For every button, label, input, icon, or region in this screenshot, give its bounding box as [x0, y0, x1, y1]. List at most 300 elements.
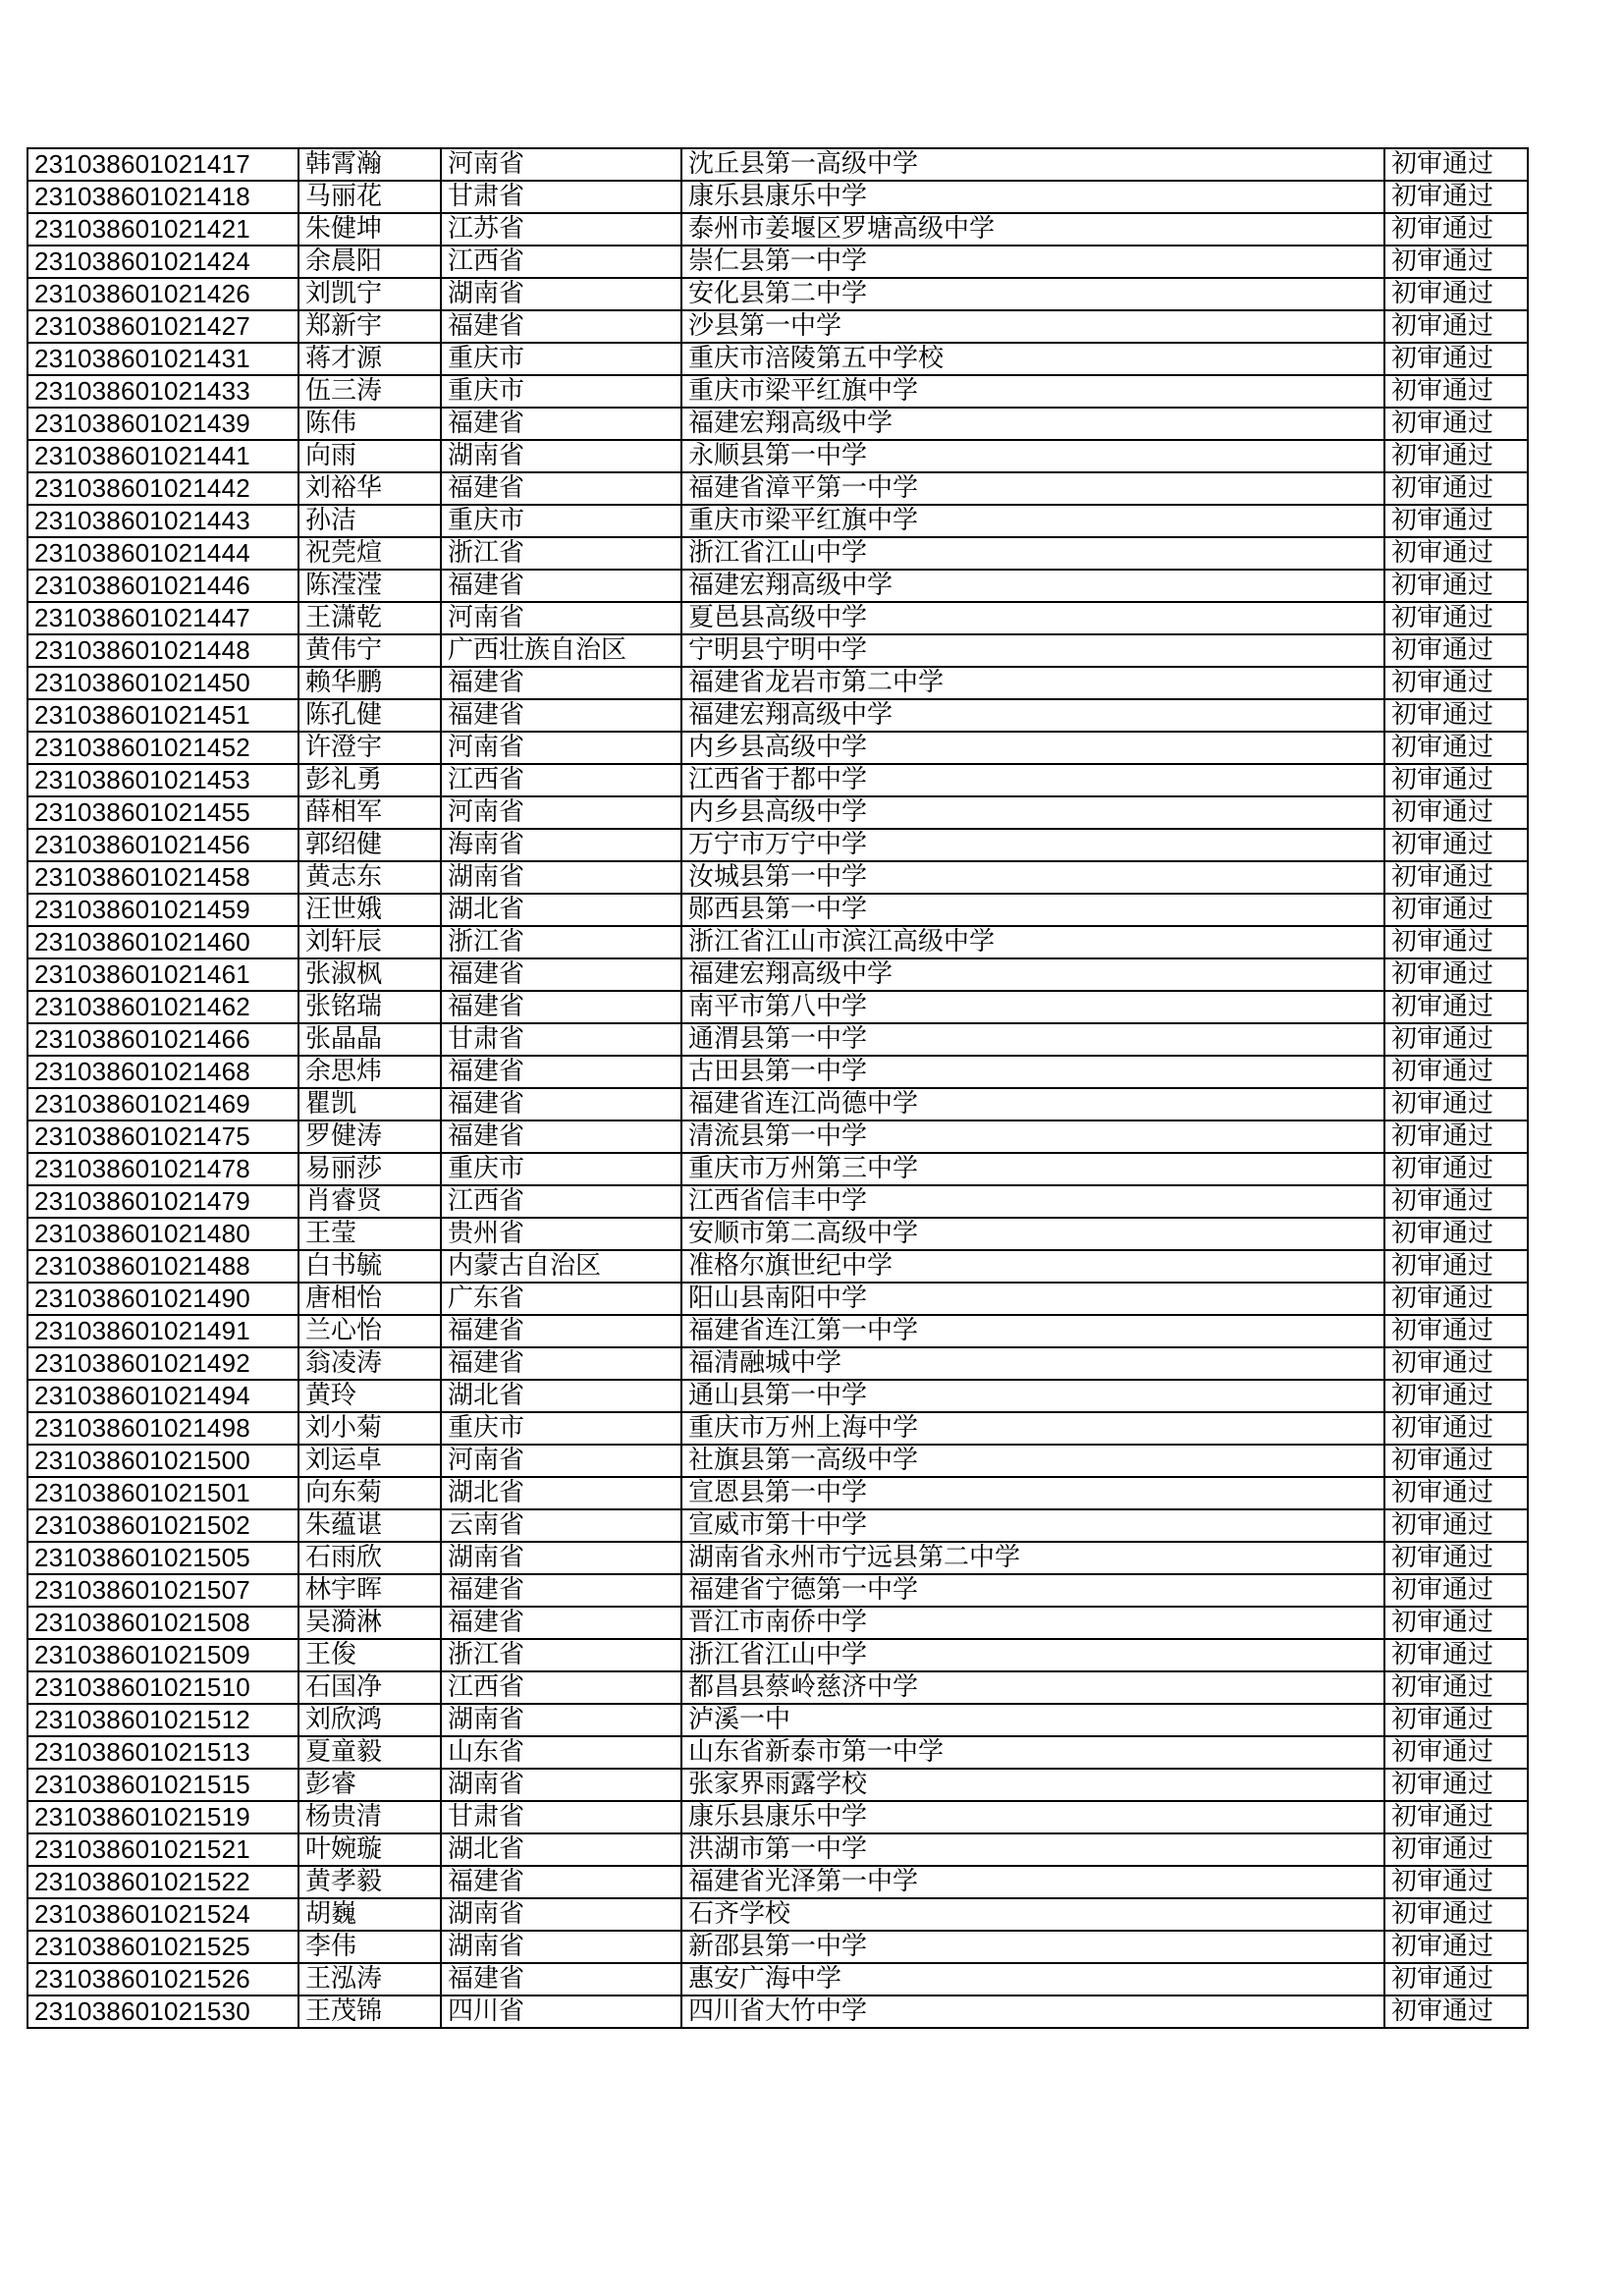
status-cell: 初审通过: [1384, 1412, 1528, 1445]
name-cell: 朱健坤: [298, 213, 441, 246]
table-row: [27, 1412, 1528, 1445]
province-cell: 重庆市: [441, 343, 681, 375]
school-cell: 福建宏翔高级中学: [681, 958, 1384, 991]
applicant-id-cell: 231038601021456: [27, 829, 298, 861]
status-cell: 初审通过: [1384, 1283, 1528, 1315]
name-cell: 王俊: [298, 1639, 441, 1671]
applicant-id-cell: 231038601021491: [27, 1315, 298, 1347]
table-body: [27, 148, 1528, 2028]
applicant-id-cell: 231038601021427: [27, 310, 298, 343]
province-cell: 云南省: [441, 1509, 681, 1542]
applicant-id-cell: 231038601021502: [27, 1509, 298, 1542]
name-cell: 刘轩辰: [298, 926, 441, 958]
table-row: [27, 537, 1528, 570]
province-cell: 福建省: [441, 1121, 681, 1153]
table-row: [27, 1995, 1528, 2028]
table-row: [27, 1963, 1528, 1995]
name-cell: 罗健涛: [298, 1121, 441, 1153]
name-cell: 郑新宇: [298, 310, 441, 343]
school-cell: 福建省龙岩市第二中学: [681, 667, 1384, 699]
status-cell: 初审通过: [1384, 1023, 1528, 1056]
school-cell: 宁明县宁明中学: [681, 634, 1384, 667]
province-cell: 甘肃省: [441, 1801, 681, 1833]
province-cell: 广东省: [441, 1283, 681, 1315]
name-cell: 刘小菊: [298, 1412, 441, 1445]
applicant-id-cell: 231038601021417: [27, 148, 298, 181]
table-row: [27, 1639, 1528, 1671]
status-cell: 初审通过: [1384, 1347, 1528, 1380]
table-row: [27, 1542, 1528, 1574]
province-cell: 浙江省: [441, 537, 681, 570]
name-cell: 刘裕华: [298, 472, 441, 505]
school-cell: 准格尔旗世纪中学: [681, 1250, 1384, 1283]
school-cell: 浙江省江山市滨江高级中学: [681, 926, 1384, 958]
table-row: [27, 505, 1528, 537]
province-cell: 湖北省: [441, 894, 681, 926]
school-cell: 石齐学校: [681, 1898, 1384, 1931]
applicant-id-cell: 231038601021519: [27, 1801, 298, 1833]
applicant-id-cell: 231038601021479: [27, 1185, 298, 1218]
school-cell: 洪湖市第一中学: [681, 1833, 1384, 1866]
table-row: [27, 1315, 1528, 1347]
province-cell: 福建省: [441, 570, 681, 602]
applicant-id-cell: 231038601021480: [27, 1218, 298, 1250]
province-cell: 河南省: [441, 732, 681, 764]
school-cell: 重庆市梁平红旗中学: [681, 505, 1384, 537]
applicant-id-cell: 231038601021426: [27, 278, 298, 310]
applicant-id-cell: 231038601021451: [27, 699, 298, 732]
table-row: [27, 1866, 1528, 1898]
name-cell: 刘运卓: [298, 1445, 441, 1477]
applicant-id-cell: 231038601021478: [27, 1153, 298, 1185]
applicant-id-cell: 231038601021461: [27, 958, 298, 991]
table-row: [27, 991, 1528, 1023]
table-row: [27, 926, 1528, 958]
province-cell: 福建省: [441, 1347, 681, 1380]
status-cell: 初审通过: [1384, 1931, 1528, 1963]
school-cell: 都昌县蔡岭慈济中学: [681, 1671, 1384, 1704]
school-cell: 康乐县康乐中学: [681, 181, 1384, 213]
table-row: [27, 861, 1528, 894]
province-cell: 福建省: [441, 667, 681, 699]
school-cell: 崇仁县第一中学: [681, 246, 1384, 278]
status-cell: 初审通过: [1384, 1801, 1528, 1833]
table-row: [27, 440, 1528, 472]
status-cell: 初审通过: [1384, 1315, 1528, 1347]
applicant-id-cell: 231038601021452: [27, 732, 298, 764]
status-cell: 初审通过: [1384, 1250, 1528, 1283]
province-cell: 重庆市: [441, 375, 681, 408]
province-cell: 江苏省: [441, 213, 681, 246]
applicant-id-cell: 231038601021512: [27, 1704, 298, 1736]
school-cell: 阳山县南阳中学: [681, 1283, 1384, 1315]
applicant-id-cell: 231038601021455: [27, 796, 298, 829]
status-cell: 初审通过: [1384, 699, 1528, 732]
status-cell: 初审通过: [1384, 894, 1528, 926]
province-cell: 福建省: [441, 1866, 681, 1898]
status-cell: 初审通过: [1384, 1704, 1528, 1736]
school-cell: 江西省于都中学: [681, 764, 1384, 796]
province-cell: 海南省: [441, 829, 681, 861]
table-row: [27, 1833, 1528, 1866]
school-cell: 福建省宁德第一中学: [681, 1574, 1384, 1607]
name-cell: 刘欣鸿: [298, 1704, 441, 1736]
school-cell: 重庆市梁平红旗中学: [681, 375, 1384, 408]
name-cell: 韩霄瀚: [298, 148, 441, 181]
province-cell: 湖北省: [441, 1380, 681, 1412]
province-cell: 山东省: [441, 1736, 681, 1769]
province-cell: 湖南省: [441, 1931, 681, 1963]
applicant-id-cell: 231038601021466: [27, 1023, 298, 1056]
name-cell: 朱蕴谌: [298, 1509, 441, 1542]
name-cell: 伍三涛: [298, 375, 441, 408]
school-cell: 湖南省永州市宁远县第二中学: [681, 1542, 1384, 1574]
name-cell: 王泓涛: [298, 1963, 441, 1995]
status-cell: 初审通过: [1384, 1607, 1528, 1639]
applicant-id-cell: 231038601021459: [27, 894, 298, 926]
name-cell: 陈伟: [298, 408, 441, 440]
school-cell: 张家界雨露学校: [681, 1769, 1384, 1801]
table-row: [27, 1898, 1528, 1931]
status-cell: 初审通过: [1384, 667, 1528, 699]
table-row: [27, 1380, 1528, 1412]
table-row: [27, 1736, 1528, 1769]
table-row: [27, 213, 1528, 246]
applicant-id-cell: 231038601021468: [27, 1056, 298, 1088]
applicant-id-cell: 231038601021446: [27, 570, 298, 602]
table-row: [27, 1801, 1528, 1833]
table-row: [27, 570, 1528, 602]
applicant-id-cell: 231038601021439: [27, 408, 298, 440]
school-cell: 新邵县第一中学: [681, 1931, 1384, 1963]
table-row: [27, 829, 1528, 861]
school-cell: 江西省信丰中学: [681, 1185, 1384, 1218]
status-cell: 初审通过: [1384, 602, 1528, 634]
applicant-id-cell: 231038601021421: [27, 213, 298, 246]
name-cell: 彭礼勇: [298, 764, 441, 796]
name-cell: 余晨阳: [298, 246, 441, 278]
name-cell: 刘凯宁: [298, 278, 441, 310]
applicant-id-cell: 231038601021447: [27, 602, 298, 634]
status-cell: 初审通过: [1384, 408, 1528, 440]
applicant-id-cell: 231038601021510: [27, 1671, 298, 1704]
name-cell: 黄玲: [298, 1380, 441, 1412]
status-cell: 初审通过: [1384, 1671, 1528, 1704]
province-cell: 湖南省: [441, 1542, 681, 1574]
applicant-id-cell: 231038601021490: [27, 1283, 298, 1315]
status-cell: 初审通过: [1384, 829, 1528, 861]
province-cell: 河南省: [441, 148, 681, 181]
status-cell: 初审通过: [1384, 1542, 1528, 1574]
applicant-id-cell: 231038601021498: [27, 1412, 298, 1445]
name-cell: 张淑枫: [298, 958, 441, 991]
table-row: [27, 310, 1528, 343]
table-row: [27, 1607, 1528, 1639]
name-cell: 瞿凯: [298, 1088, 441, 1121]
applicant-id-cell: 231038601021418: [27, 181, 298, 213]
applicant-id-cell: 231038601021433: [27, 375, 298, 408]
school-cell: 福建省连江尚德中学: [681, 1088, 1384, 1121]
province-cell: 贵州省: [441, 1218, 681, 1250]
province-cell: 湖南省: [441, 440, 681, 472]
applicant-id-cell: 231038601021521: [27, 1833, 298, 1866]
status-cell: 初审通过: [1384, 991, 1528, 1023]
applicant-id-cell: 231038601021450: [27, 667, 298, 699]
applicant-id-cell: 231038601021500: [27, 1445, 298, 1477]
status-cell: 初审通过: [1384, 472, 1528, 505]
name-cell: 石雨欣: [298, 1542, 441, 1574]
status-cell: 初审通过: [1384, 246, 1528, 278]
table-row: [27, 1023, 1528, 1056]
table-row: [27, 1477, 1528, 1509]
applicant-id-cell: 231038601021458: [27, 861, 298, 894]
table-row: [27, 1088, 1528, 1121]
name-cell: 彭睿: [298, 1769, 441, 1801]
table-row: [27, 1153, 1528, 1185]
applicant-id-cell: 231038601021507: [27, 1574, 298, 1607]
applicant-id-cell: 231038601021444: [27, 537, 298, 570]
table-row: [27, 699, 1528, 732]
name-cell: 黄志东: [298, 861, 441, 894]
table-row: [27, 1445, 1528, 1477]
province-cell: 浙江省: [441, 1639, 681, 1671]
school-cell: 福建省连江第一中学: [681, 1315, 1384, 1347]
name-cell: 黄孝毅: [298, 1866, 441, 1898]
name-cell: 王茂锦: [298, 1995, 441, 2028]
province-cell: 四川省: [441, 1995, 681, 2028]
school-cell: 清流县第一中学: [681, 1121, 1384, 1153]
status-cell: 初审通过: [1384, 278, 1528, 310]
school-cell: 福建宏翔高级中学: [681, 408, 1384, 440]
status-cell: 初审通过: [1384, 1153, 1528, 1185]
name-cell: 唐相怡: [298, 1283, 441, 1315]
school-cell: 泸溪一中: [681, 1704, 1384, 1736]
name-cell: 许澄宇: [298, 732, 441, 764]
table-row: [27, 1056, 1528, 1088]
status-cell: 初审通过: [1384, 1185, 1528, 1218]
school-cell: 通渭县第一中学: [681, 1023, 1384, 1056]
applicant-id-cell: 231038601021424: [27, 246, 298, 278]
name-cell: 叶婉璇: [298, 1833, 441, 1866]
name-cell: 郭绍健: [298, 829, 441, 861]
province-cell: 福建省: [441, 408, 681, 440]
school-cell: 山东省新泰市第一中学: [681, 1736, 1384, 1769]
name-cell: 张晶晶: [298, 1023, 441, 1056]
status-cell: 初审通过: [1384, 1380, 1528, 1412]
province-cell: 湖南省: [441, 861, 681, 894]
name-cell: 白书毓: [298, 1250, 441, 1283]
table-row: [27, 1931, 1528, 1963]
school-cell: 福清融城中学: [681, 1347, 1384, 1380]
table-row: [27, 1574, 1528, 1607]
province-cell: 甘肃省: [441, 1023, 681, 1056]
status-cell: 初审通过: [1384, 926, 1528, 958]
province-cell: 重庆市: [441, 1153, 681, 1185]
province-cell: 福建省: [441, 472, 681, 505]
status-cell: 初审通过: [1384, 570, 1528, 602]
table-row: [27, 181, 1528, 213]
school-cell: 安化县第二中学: [681, 278, 1384, 310]
status-cell: 初审通过: [1384, 1995, 1528, 2028]
school-cell: 晋江市南侨中学: [681, 1607, 1384, 1639]
applicant-id-cell: 231038601021453: [27, 764, 298, 796]
name-cell: 汪世娥: [298, 894, 441, 926]
school-cell: 永顺县第一中学: [681, 440, 1384, 472]
status-cell: 初审通过: [1384, 537, 1528, 570]
name-cell: 吴漪淋: [298, 1607, 441, 1639]
province-cell: 福建省: [441, 991, 681, 1023]
school-cell: 夏邑县高级中学: [681, 602, 1384, 634]
province-cell: 河南省: [441, 796, 681, 829]
province-cell: 福建省: [441, 1088, 681, 1121]
status-cell: 初审通过: [1384, 1509, 1528, 1542]
name-cell: 祝莞煊: [298, 537, 441, 570]
name-cell: 向东菊: [298, 1477, 441, 1509]
name-cell: 马丽花: [298, 181, 441, 213]
school-cell: 四川省大竹中学: [681, 1995, 1384, 2028]
name-cell: 兰心怡: [298, 1315, 441, 1347]
school-cell: 康乐县康乐中学: [681, 1801, 1384, 1833]
table-row: [27, 408, 1528, 440]
table-row: [27, 1250, 1528, 1283]
name-cell: 孙洁: [298, 505, 441, 537]
applicant-id-cell: 231038601021513: [27, 1736, 298, 1769]
school-cell: 福建省光泽第一中学: [681, 1866, 1384, 1898]
school-cell: 重庆市万州上海中学: [681, 1412, 1384, 1445]
province-cell: 河南省: [441, 602, 681, 634]
province-cell: 湖北省: [441, 1477, 681, 1509]
province-cell: 重庆市: [441, 1412, 681, 1445]
table-row: [27, 732, 1528, 764]
table-row: [27, 1671, 1528, 1704]
status-cell: 初审通过: [1384, 634, 1528, 667]
applicant-id-cell: 231038601021525: [27, 1931, 298, 1963]
name-cell: 赖华鹏: [298, 667, 441, 699]
school-cell: 郧西县第一中学: [681, 894, 1384, 926]
province-cell: 内蒙古自治区: [441, 1250, 681, 1283]
school-cell: 浙江省江山中学: [681, 537, 1384, 570]
name-cell: 黄伟宁: [298, 634, 441, 667]
school-cell: 沈丘县第一高级中学: [681, 148, 1384, 181]
status-cell: 初审通过: [1384, 375, 1528, 408]
applicant-id-cell: 231038601021515: [27, 1769, 298, 1801]
province-cell: 江西省: [441, 1671, 681, 1704]
table-row: [27, 472, 1528, 505]
school-cell: 重庆市万州第三中学: [681, 1153, 1384, 1185]
province-cell: 湖南省: [441, 1704, 681, 1736]
table-row: [27, 1185, 1528, 1218]
table-row: [27, 278, 1528, 310]
applicant-id-cell: 231038601021526: [27, 1963, 298, 1995]
status-cell: 初审通过: [1384, 1574, 1528, 1607]
status-cell: 初审通过: [1384, 732, 1528, 764]
school-cell: 内乡县高级中学: [681, 796, 1384, 829]
province-cell: 湖南省: [441, 1898, 681, 1931]
province-cell: 江西省: [441, 246, 681, 278]
province-cell: 浙江省: [441, 926, 681, 958]
status-cell: 初审通过: [1384, 1121, 1528, 1153]
province-cell: 广西壮族自治区: [441, 634, 681, 667]
school-cell: 福建宏翔高级中学: [681, 699, 1384, 732]
applicant-id-cell: 231038601021509: [27, 1639, 298, 1671]
applicant-id-cell: 231038601021431: [27, 343, 298, 375]
status-cell: 初审通过: [1384, 1898, 1528, 1931]
name-cell: 石国净: [298, 1671, 441, 1704]
table-row: [27, 1509, 1528, 1542]
school-cell: 汝城县第一中学: [681, 861, 1384, 894]
province-cell: 河南省: [441, 1445, 681, 1477]
school-cell: 惠安广海中学: [681, 1963, 1384, 1995]
province-cell: 福建省: [441, 1056, 681, 1088]
applicant-id-cell: 231038601021522: [27, 1866, 298, 1898]
school-cell: 通山县第一中学: [681, 1380, 1384, 1412]
applicant-id-cell: 231038601021494: [27, 1380, 298, 1412]
table-row: [27, 1704, 1528, 1736]
province-cell: 湖南省: [441, 278, 681, 310]
table-row: [27, 796, 1528, 829]
status-cell: 初审通过: [1384, 310, 1528, 343]
name-cell: 翁凌涛: [298, 1347, 441, 1380]
school-cell: 泰州市姜堰区罗塘高级中学: [681, 213, 1384, 246]
status-cell: 初审通过: [1384, 343, 1528, 375]
table-row: [27, 148, 1528, 181]
school-cell: 古田县第一中学: [681, 1056, 1384, 1088]
applicant-id-cell: 231038601021442: [27, 472, 298, 505]
applicant-id-cell: 231038601021460: [27, 926, 298, 958]
name-cell: 夏童毅: [298, 1736, 441, 1769]
school-cell: 重庆市涪陵第五中学校: [681, 343, 1384, 375]
school-cell: 安顺市第二高级中学: [681, 1218, 1384, 1250]
name-cell: 杨贵清: [298, 1801, 441, 1833]
province-cell: 福建省: [441, 1607, 681, 1639]
name-cell: 王潇乾: [298, 602, 441, 634]
applicant-id-cell: 231038601021469: [27, 1088, 298, 1121]
applicant-id-cell: 231038601021508: [27, 1607, 298, 1639]
status-cell: 初审通过: [1384, 1477, 1528, 1509]
name-cell: 张铭瑞: [298, 991, 441, 1023]
school-cell: 沙县第一中学: [681, 310, 1384, 343]
province-cell: 福建省: [441, 310, 681, 343]
school-cell: 宣恩县第一中学: [681, 1477, 1384, 1509]
province-cell: 湖南省: [441, 1769, 681, 1801]
province-cell: 甘肃省: [441, 181, 681, 213]
name-cell: 向雨: [298, 440, 441, 472]
school-cell: 南平市第八中学: [681, 991, 1384, 1023]
table-row: [27, 1347, 1528, 1380]
name-cell: 陈孔健: [298, 699, 441, 732]
applicant-id-cell: 231038601021505: [27, 1542, 298, 1574]
province-cell: 湖北省: [441, 1833, 681, 1866]
table-row: [27, 764, 1528, 796]
school-cell: 万宁市万宁中学: [681, 829, 1384, 861]
name-cell: 王莹: [298, 1218, 441, 1250]
applicant-id-cell: 231038601021524: [27, 1898, 298, 1931]
applicant-id-cell: 231038601021492: [27, 1347, 298, 1380]
status-cell: 初审通过: [1384, 1866, 1528, 1898]
status-cell: 初审通过: [1384, 861, 1528, 894]
applicant-id-cell: 231038601021475: [27, 1121, 298, 1153]
province-cell: 江西省: [441, 764, 681, 796]
applicant-id-cell: 231038601021530: [27, 1995, 298, 2028]
table-row: [27, 343, 1528, 375]
status-cell: 初审通过: [1384, 1769, 1528, 1801]
applicant-id-cell: 231038601021488: [27, 1250, 298, 1283]
table-row: [27, 667, 1528, 699]
province-cell: 重庆市: [441, 505, 681, 537]
status-cell: 初审通过: [1384, 958, 1528, 991]
province-cell: 福建省: [441, 1315, 681, 1347]
name-cell: 薛相军: [298, 796, 441, 829]
